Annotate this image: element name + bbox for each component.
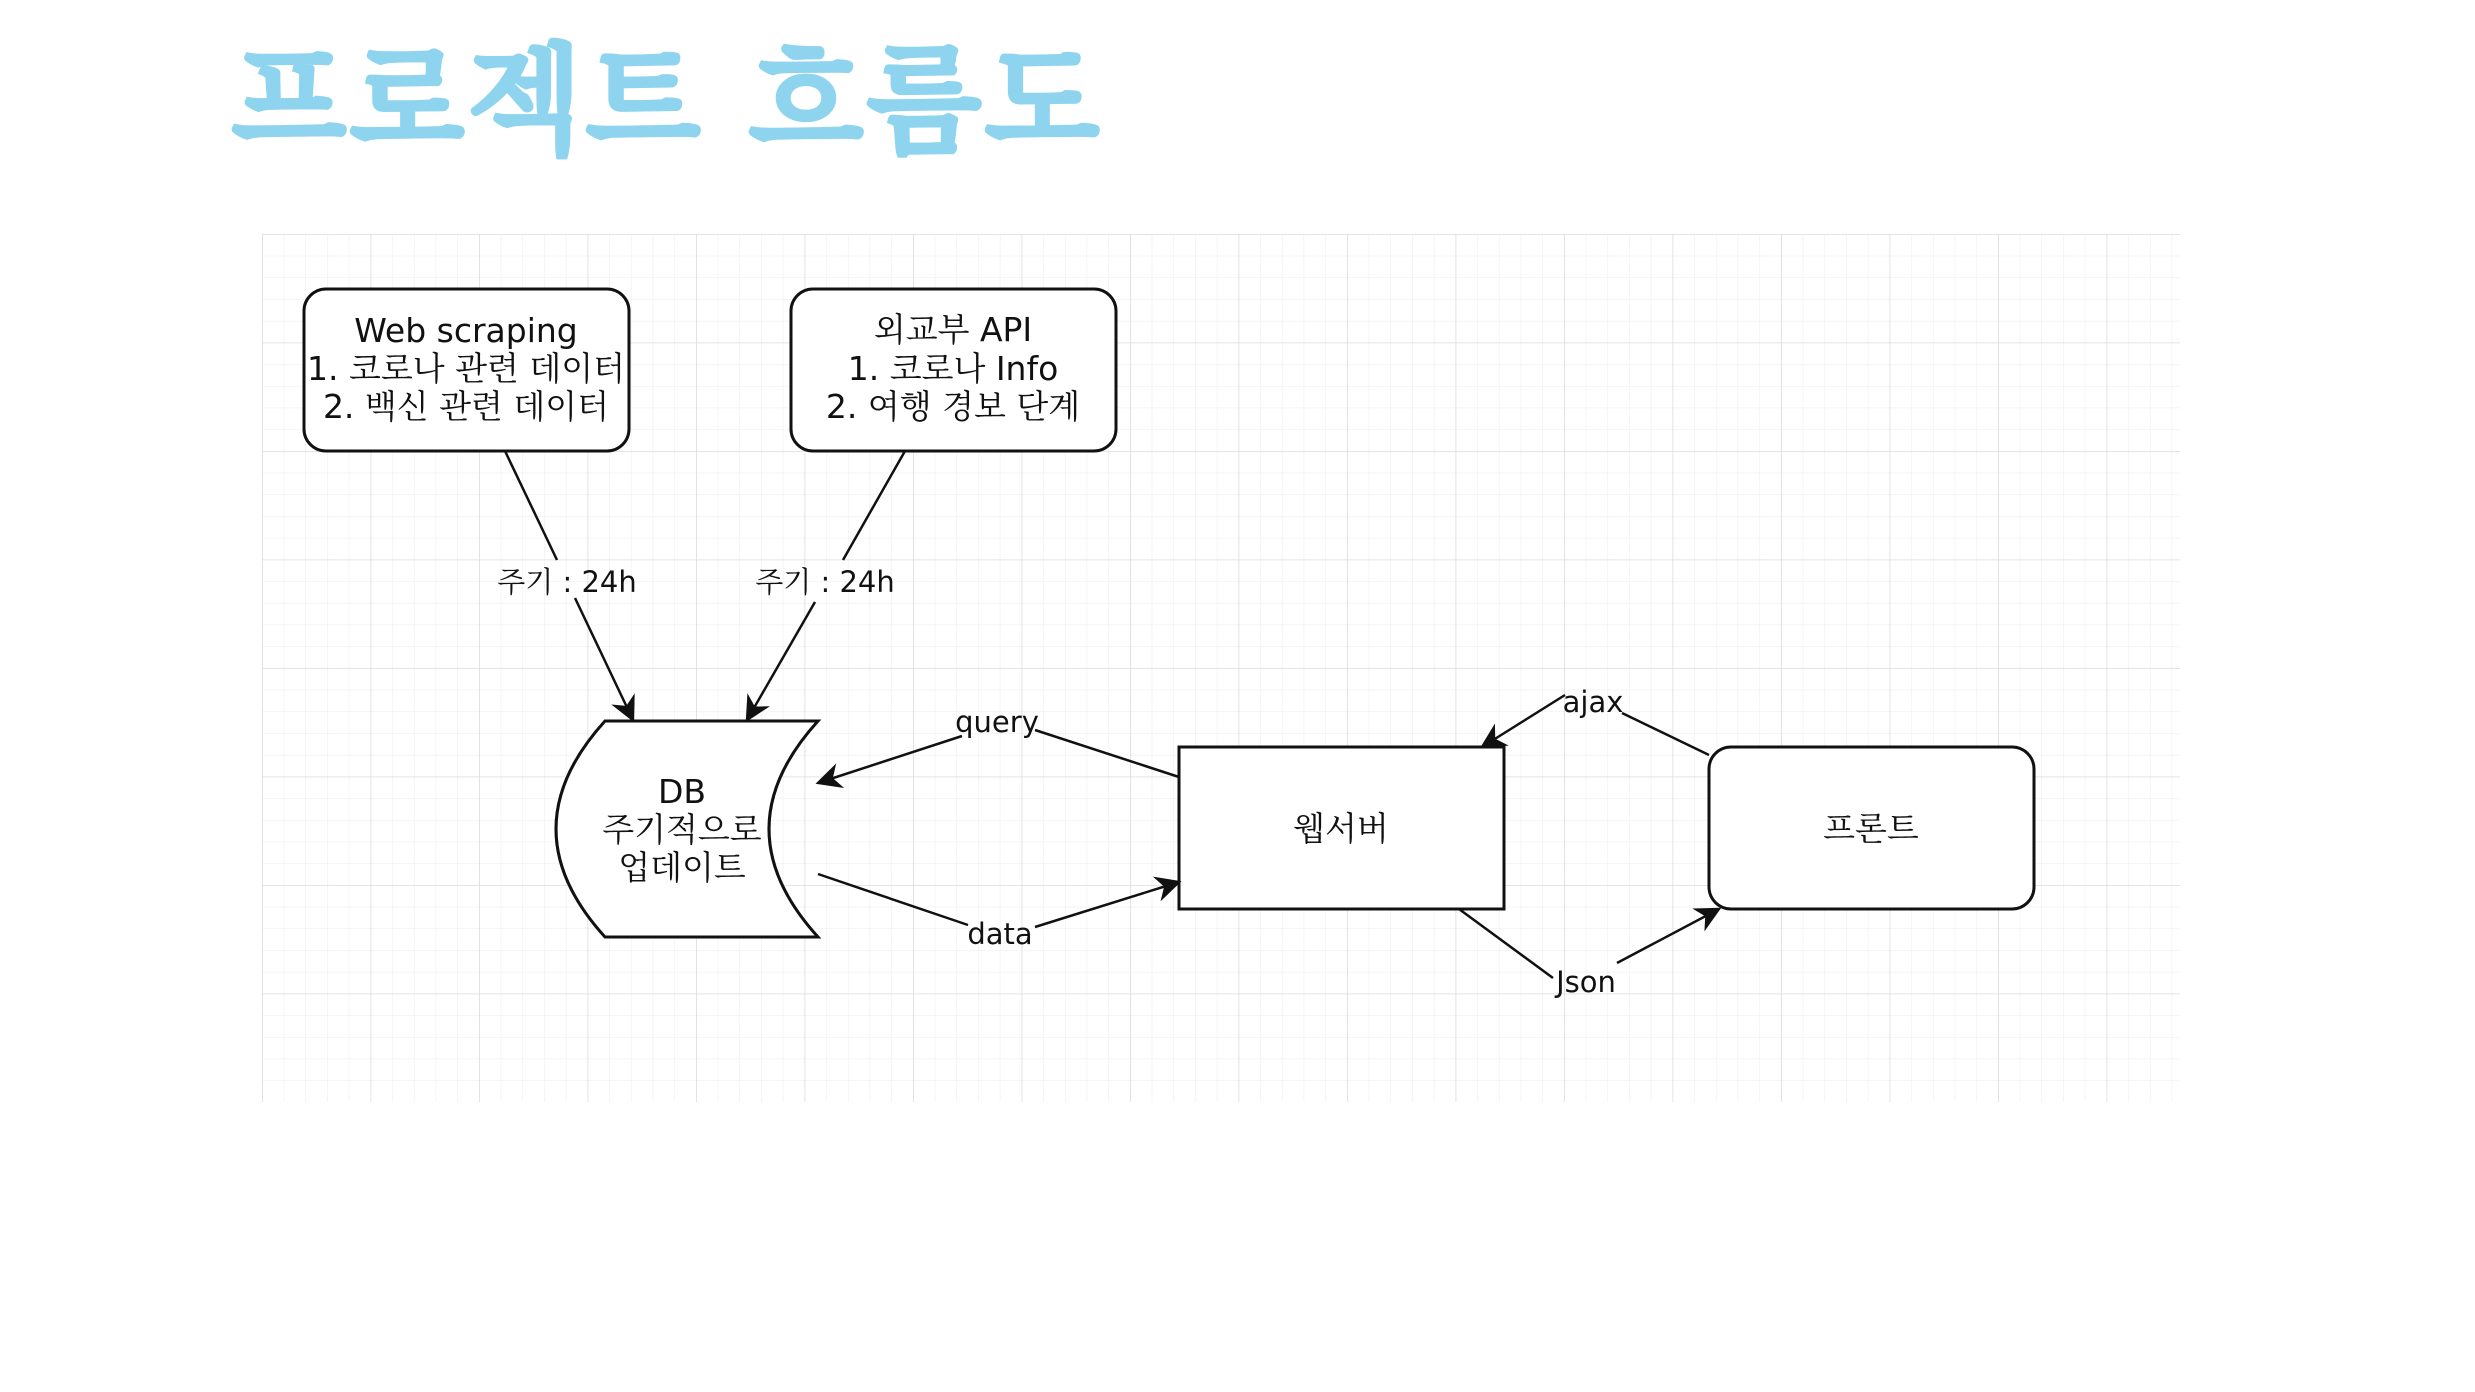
api-line-2: 1. 코로나 Info xyxy=(847,349,1059,388)
edge-label-query: query xyxy=(955,705,1039,739)
api-node[interactable] xyxy=(791,289,1116,451)
edge-label-ajax: ajax xyxy=(1562,685,1624,719)
web-scraping-node[interactable] xyxy=(304,289,629,451)
web-scraping-line-2: 1. 코로나 관련 데이터 xyxy=(307,349,625,388)
db-line-2: 주기적으로 xyxy=(602,810,762,849)
edge-label-api: 주기 : 24h xyxy=(755,565,895,599)
api-line-3: 2. 여행 경보 단계 xyxy=(825,387,1081,426)
db-line-1: DB xyxy=(657,772,707,811)
edge-label-json: Json xyxy=(1556,965,1616,999)
api-line-1: 외교부 API xyxy=(873,310,1033,349)
webserver-label: 웹서버 xyxy=(1293,809,1389,848)
edge-label-scraping: 주기 : 24h xyxy=(497,565,637,599)
web-scraping-line-3: 2. 백신 관련 데이터 xyxy=(322,387,610,426)
db-line-3: 업데이트 xyxy=(618,848,746,887)
front-node[interactable] xyxy=(1709,747,2034,909)
edge-label-data: data xyxy=(967,917,1033,951)
webserver-node[interactable] xyxy=(1179,747,1504,909)
web-scraping-line-1: Web scraping xyxy=(354,311,578,350)
front-label: 프론트 xyxy=(1823,809,1919,848)
slide-title: 프로젝트 흐름도 xyxy=(232,32,1103,170)
